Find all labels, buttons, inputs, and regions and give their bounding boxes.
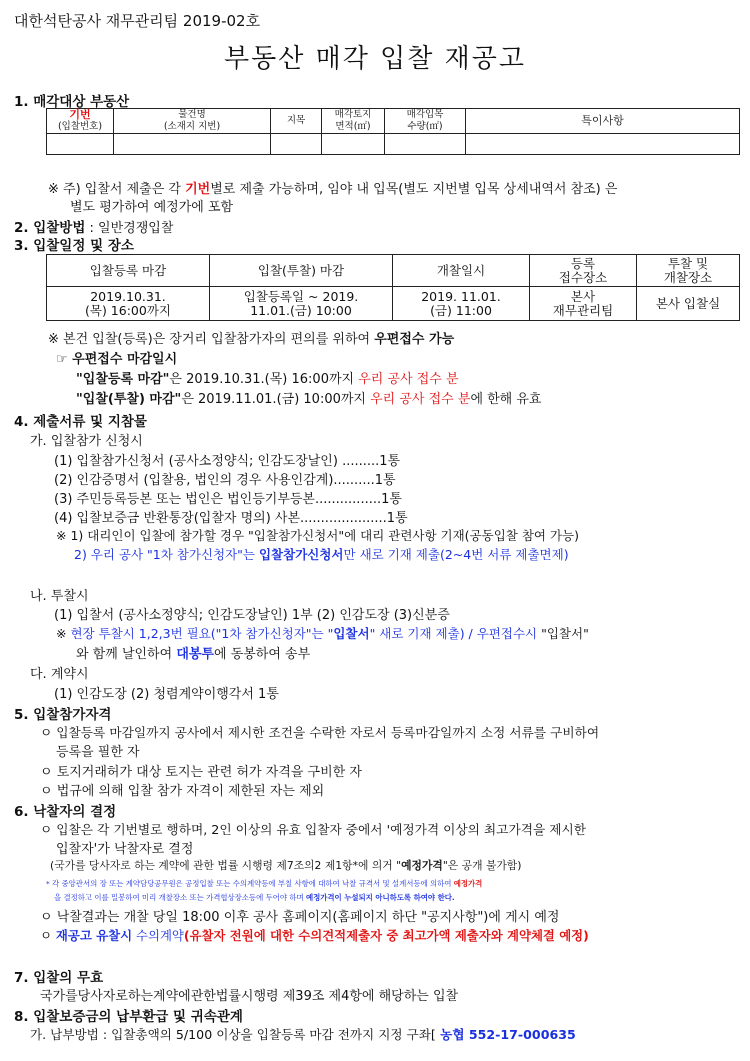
text: 에 동봉하여 송부 xyxy=(214,647,311,662)
col-registration-deadline: 입찰등록 마감 xyxy=(47,255,210,287)
col-lot-sub: (입찰번호) xyxy=(57,121,103,132)
note-text: ※ 주) 입찰서 제출은 각 xyxy=(48,182,186,197)
cell-time: (목) 16:00까지 xyxy=(85,302,171,318)
ga-note-1: ※ 1) 대리인이 입찰에 참가할 경우 "입찰참가신청서"에 대리 관련사항 기재(공동입찰 참여 가능) xyxy=(56,528,579,543)
col-registration-place xyxy=(530,255,637,287)
col-bid-place xyxy=(637,255,740,287)
mail-deadline-heading: ☞ 우편접수 마감일시 xyxy=(56,352,178,367)
winner-item: ㅇ 낙찰결과는 개찰 당일 18:00 이후 공사 홈페이지(홈페이지 하단 "공지사항")에 게시 예정 xyxy=(40,910,560,925)
col-registration-place-bottom: 접수장소 xyxy=(558,269,608,285)
cell-date: 입찰등록일 ~ 2019. xyxy=(243,288,359,304)
emphasis: 입찰서 xyxy=(333,626,370,641)
red-text: 우리 공사 접수 분 xyxy=(370,392,471,407)
red-text: 우리 공사 접수 분 xyxy=(358,372,459,387)
emphasis: 대봉투 xyxy=(176,647,214,662)
doc-item: (1) 입찰참가신청서 (공사소정양식; 인감도장날인) .........1통 xyxy=(54,454,401,469)
cell-registration-deadline xyxy=(47,287,210,321)
cell-place-bottom: 재무관리팀 xyxy=(552,302,614,318)
mail-deadline-bid xyxy=(76,388,542,407)
empty-cell xyxy=(466,134,740,155)
section-2 xyxy=(14,216,173,236)
col-timber-sub: 수량(㎡) xyxy=(407,121,443,132)
na-note-1 xyxy=(56,624,589,642)
doc-item: (3) 주민등록등본 또는 법인은 법인등기부등본................1통 xyxy=(54,492,402,507)
col-item-sub: (소재지 지번) xyxy=(163,121,221,132)
page-title: 부동산 매각 입찰 재공고 xyxy=(224,44,526,74)
text: 만 새로 기재 제출(2~4번 서류 제출면제) xyxy=(343,547,569,562)
col-bid-deadline: 입찰(투찰) 마감 xyxy=(210,255,393,287)
document-header: 대한석탄공사 재무관리팀 2019-02호 xyxy=(14,12,261,30)
section-7-heading: 7. 입찰의 무효 xyxy=(14,970,104,986)
eligibility-item: ㅇ 법규에 의해 입찰 참가 자격이 제한된 자는 제외 xyxy=(40,784,325,799)
section-3-heading: 3. 입찰일정 및 장소 xyxy=(14,238,134,254)
subsection-da: 다. 계약시 xyxy=(30,667,89,682)
col-item-name xyxy=(114,109,271,134)
text: "은 공개 불가함) xyxy=(442,859,522,872)
blue-text: 수의계약 xyxy=(132,928,184,943)
empty-cell xyxy=(322,134,385,155)
section-1-heading: 1. 매각대상 부동산 xyxy=(14,94,130,110)
mail-deadline-registration xyxy=(76,368,459,387)
blue-text: " 새로 기재 제출) / xyxy=(369,626,477,641)
mail-note-1 xyxy=(48,328,454,347)
winner-item: ㅇ 입찰은 각 기번별로 행하며, 2인 이상의 유효 입찰자 중에서 '예정가격 이상의 최고가격을 제시한 xyxy=(40,822,587,837)
cell-date: 2019.10.31. xyxy=(90,288,166,304)
cell-bid-deadline xyxy=(210,287,393,321)
subsection-ga: 가. 입찰참가 신청시 xyxy=(30,434,143,449)
label: "입찰등록 마감" xyxy=(76,372,170,387)
mail-note-emphasis: 우편접수 가능 xyxy=(374,332,455,347)
empty-cell xyxy=(385,134,466,155)
mail-note-text: ※ 본건 입찰(등록)은 장거리 입찰참가자의 편의를 위하여 xyxy=(48,332,375,347)
col-land-area-label: 매각토지 xyxy=(334,109,372,120)
winner-law-note xyxy=(50,858,521,873)
ga-note-2 xyxy=(74,545,569,563)
section-4-heading: 4. 제출서류 및 지참물 xyxy=(14,414,147,430)
text: 은 2019.11.01.(금) 10:00까지 xyxy=(181,392,371,407)
property-table xyxy=(46,108,740,155)
invalid-bid-rule: 국가를당사자로하는계약에관한법률시행령 제39조 제4항에 해당하는 입찰 xyxy=(40,989,459,1004)
col-land-area-sub: 면적(㎡) xyxy=(335,121,371,132)
fine-print-1 xyxy=(46,878,482,889)
text: 2) 우리 공사 "1차 참가신청자"는 xyxy=(74,547,259,562)
empty-cell xyxy=(114,134,271,155)
text: 와 함께 날인하여 xyxy=(76,647,177,662)
section-6-heading: 6. 낙찰자의 결정 xyxy=(14,804,117,820)
cell-registration-place xyxy=(530,287,637,321)
col-lot-label: 기번 xyxy=(69,108,91,121)
note-text-cont: 별로 제출 가능하며, 임야 내 입목(별도 지번별 입목 상세내역서 참조) 은 xyxy=(210,182,618,197)
cell-place-top: 본사 xyxy=(570,288,596,304)
subsection-na: 나. 투찰시 xyxy=(30,589,89,604)
section-5-heading: 5. 입찰참가자격 xyxy=(14,707,112,723)
cell-time: (금) 11:00 xyxy=(430,302,492,318)
blue-text: 현장 투찰시 xyxy=(70,626,135,641)
col-bid-place-bottom: 개찰장소 xyxy=(663,269,713,285)
col-opening-datetime: 개찰일시 xyxy=(393,255,530,287)
fine-emphasis: 예정가격 xyxy=(453,879,483,888)
col-land-type: 지목 xyxy=(271,109,322,134)
emphasis: 재공고 유찰시 xyxy=(55,928,133,943)
label: "입찰(투찰) 마감" xyxy=(76,392,182,407)
schedule-table xyxy=(46,254,740,321)
col-timber-label: 매각입목 xyxy=(406,109,444,120)
emphasis: 입찰참가신청서 xyxy=(258,547,344,562)
bid-method: : 일반경쟁입찰 xyxy=(85,221,174,236)
col-item-label: 물건명 xyxy=(178,109,206,120)
text: (국가를 당사자로 하는 계약에 관한 법률 시행령 제7조의2 제1항*에 의거 " xyxy=(50,859,402,872)
bank-account: 농협 552-17-000635 xyxy=(435,1027,576,1042)
col-land-area xyxy=(322,109,385,134)
col-lot-number xyxy=(47,109,114,134)
deposit-method xyxy=(30,1024,576,1043)
text: "입찰서" xyxy=(537,626,589,641)
text: ※ xyxy=(56,626,71,641)
blue-text: 1,2,3번 필요("1차 참가신청자"는 " xyxy=(134,626,334,641)
col-bid-place-top: 투찰 및 xyxy=(667,255,709,271)
emphasis: 예정가격 xyxy=(401,859,443,872)
winner-item-cont: 입찰자'가 낙찰자로 결정 xyxy=(56,842,194,857)
fine-print-2 xyxy=(54,892,455,903)
section-1-note-line2: 별도 평가하여 예정가에 포함 xyxy=(70,200,234,215)
col-registration-place-top: 등록 xyxy=(570,255,596,271)
text: 에 한해 유효 xyxy=(470,392,542,407)
text: 은 2019.10.31.(목) 16:00까지 xyxy=(169,372,359,387)
blue-text: 우편접수시 xyxy=(476,626,538,641)
eligibility-item-cont: 등록을 필한 자 xyxy=(56,745,140,760)
text: 가. 납부방법 : 입찰총액의 5/100 이상을 입찰등록 마감 전까지 지정 구좌[ xyxy=(30,1027,436,1042)
cell-time: 11.01.(금) 10:00 xyxy=(250,302,352,318)
fine-emphasis: 예정가격이 누설되지 아니하도록 하여야 한다. xyxy=(305,893,455,902)
doc-item: (4) 입찰보증금 반환통장(입찰자 명의) 사본.....................1통 xyxy=(54,511,408,526)
text: ㅇ xyxy=(40,928,56,943)
cell-opening-datetime xyxy=(393,287,530,321)
eligibility-item: ㅇ 입찰등록 마감일까지 공사에서 제시한 조건을 수락한 자로서 등록마감일까지 소정 서류를 구비하여 xyxy=(40,725,600,740)
fine-text: 을 결정하고 이를 밀봉하여 미리 개찰장소 또는 가격협상장소등에 두어야 하며 xyxy=(54,893,306,902)
note-lot: 기번 xyxy=(185,182,211,197)
fine-text: * 각 중앙관서의 장 또는 계약담당공무원은 공정입찰 또는 수의계약등에 부칠 사항에 대하여 낙찰 규격서 및 설계서등에 의하여 xyxy=(46,879,454,888)
na-items: (1) 입찰서 (공사소정양식; 인감도장날인) 1부 (2) 인감도장 (3)신분증 xyxy=(54,608,450,623)
na-note-2 xyxy=(76,643,310,662)
red-emphasis: (유찰자 전원에 대한 수의견적제출자 중 최고가액 제출자와 계약체결 예정) xyxy=(183,928,589,943)
section-2-heading: 2. 입찰방법 xyxy=(14,220,86,236)
empty-cell xyxy=(271,134,322,155)
cell-date: 2019. 11.01. xyxy=(421,288,501,304)
re-bid-item xyxy=(40,926,589,944)
col-timber-qty xyxy=(385,109,466,134)
da-items: (1) 인감도장 (2) 청렴계약이행각서 1통 xyxy=(54,687,279,702)
eligibility-item: ㅇ 토지거래허가 대상 토지는 관련 허가 자격을 구비한 자 xyxy=(40,765,362,780)
section-1-note xyxy=(48,178,617,197)
col-remarks: 특이사항 xyxy=(466,109,740,134)
section-8-heading: 8. 입찰보증금의 납부환급 및 귀속관계 xyxy=(14,1009,243,1025)
cell-bid-place: 본사 입찰실 xyxy=(637,287,740,321)
doc-item: (2) 인감증명서 (입찰용, 법인의 경우 사용인감계)..........1통 xyxy=(54,473,396,488)
empty-cell xyxy=(47,134,114,155)
